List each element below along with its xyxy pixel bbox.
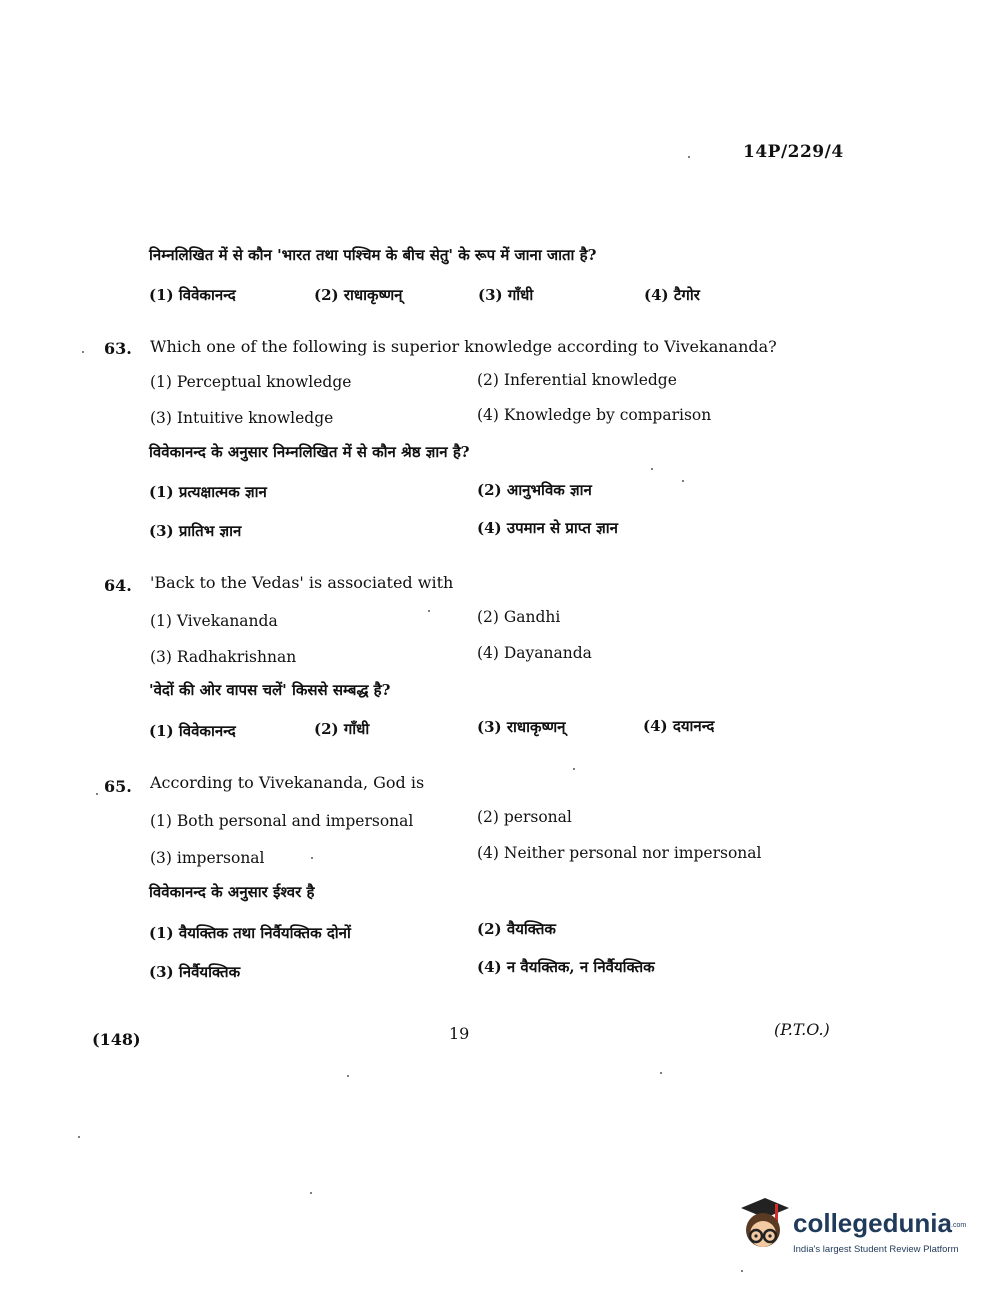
pto-note: (P.T.O.) — [774, 1020, 830, 1039]
scan-speck — [347, 1075, 349, 1077]
q64-option-4-hi: (4) दयानन्द — [643, 717, 715, 735]
logo-wordmark: collegedunia — [793, 1208, 952, 1238]
scan-speck — [741, 1270, 743, 1272]
q65-option-1-en: (1) Both personal and impersonal — [150, 812, 414, 830]
q63-option-2-hi: (2) आनुभविक ज्ञान — [477, 481, 592, 499]
q65-question-en: According to Vivekananda, God is — [150, 773, 425, 792]
q64-question-hi: 'वेदों की ओर वापस चलें' किससे सम्बद्ध है? — [149, 681, 391, 699]
footer-code: (148) — [92, 1030, 141, 1049]
q64-question-en: 'Back to the Vedas' is associated with — [150, 573, 454, 592]
q65-option-4-hi: (4) न वैयक्तिक, न निर्वैयक्तिक — [477, 958, 655, 976]
scan-speck — [78, 1136, 80, 1138]
q65-option-4-en: (4) Neither personal nor impersonal — [477, 844, 762, 862]
q65-question-hi: विवेकानन्द के अनुसार ईश्वर है — [149, 883, 315, 901]
q63-option-2-en: (2) Inferential knowledge — [477, 371, 677, 389]
q65-number: 65. — [104, 777, 132, 796]
scan-speck — [660, 1072, 662, 1074]
logo-domain-suffix: .com — [951, 1222, 967, 1229]
scan-speck — [573, 768, 575, 770]
scan-speck — [682, 480, 684, 482]
q64-option-4-en: (4) Dayananda — [477, 644, 592, 662]
q63-option-3-hi: (3) प्रातिभ ज्ञान — [149, 522, 242, 540]
q63-option-4-en: (4) Knowledge by comparison — [477, 406, 712, 424]
q63-option-1-hi: (1) प्रत्यक्षात्मक ज्ञान — [149, 483, 267, 501]
q63-option-3-en: (3) Intuitive knowledge — [150, 409, 334, 427]
q63-option-1-en: (1) Perceptual knowledge — [150, 373, 352, 391]
q65-option-3-en: (3) impersonal — [150, 849, 265, 867]
logo-tagline: India's largest Student Review Platform — [793, 1244, 959, 1255]
scan-speck — [96, 793, 98, 795]
q63-question-en: Which one of the following is superior knowledge according to Vivekananda? — [150, 337, 777, 356]
q63-number: 63. — [104, 339, 132, 358]
mascot-logo-icon — [735, 1196, 791, 1256]
q65-option-3-hi: (3) निर्वैयक्तिक — [149, 963, 241, 981]
q62-option-4-hi: (4) टैगोर — [644, 286, 700, 304]
q63-option-4-hi: (4) उपमान से प्राप्त ज्ञान — [477, 519, 618, 537]
q64-option-3-en: (3) Radhakrishnan — [150, 648, 297, 666]
q63-question-hi: विवेकानन्द के अनुसार निम्नलिखित में से कौन श्रेष्ठ ज्ञान है? — [149, 443, 470, 461]
page-number: 19 — [449, 1024, 470, 1043]
scan-speck — [82, 351, 84, 353]
scan-speck — [651, 468, 653, 470]
scan-speck — [311, 857, 313, 859]
scan-speck — [310, 1192, 312, 1194]
q64-option-1-en: (1) Vivekananda — [150, 612, 278, 630]
scan-speck — [428, 610, 430, 612]
q62-option-2-hi: (2) राधाकृष्णन् — [314, 286, 403, 304]
q64-option-2-hi: (2) गाँधी — [314, 720, 370, 738]
scan-speck — [688, 156, 690, 158]
q62-option-1-hi: (1) विवेकानन्द — [149, 286, 236, 304]
q65-option-2-hi: (2) वैयक्तिक — [477, 920, 556, 938]
q64-option-1-hi: (1) विवेकानन्द — [149, 722, 236, 740]
paper-code: 14P/229/4 — [743, 142, 844, 162]
q64-option-3-hi: (3) राधाकृष्णन् — [477, 718, 566, 736]
q64-option-2-en: (2) Gandhi — [477, 608, 561, 626]
q64-number: 64. — [104, 576, 132, 595]
q65-option-2-en: (2) personal — [477, 808, 572, 826]
q62-question-hi: निम्नलिखित में से कौन 'भारत तथा पश्चिम के बीच सेतु' के रूप में जाना जाता है? — [149, 246, 597, 264]
q65-option-1-hi: (1) वैयक्तिक तथा निर्वैयक्तिक दोनों — [149, 924, 351, 942]
q62-option-3-hi: (3) गाँधी — [478, 286, 534, 304]
